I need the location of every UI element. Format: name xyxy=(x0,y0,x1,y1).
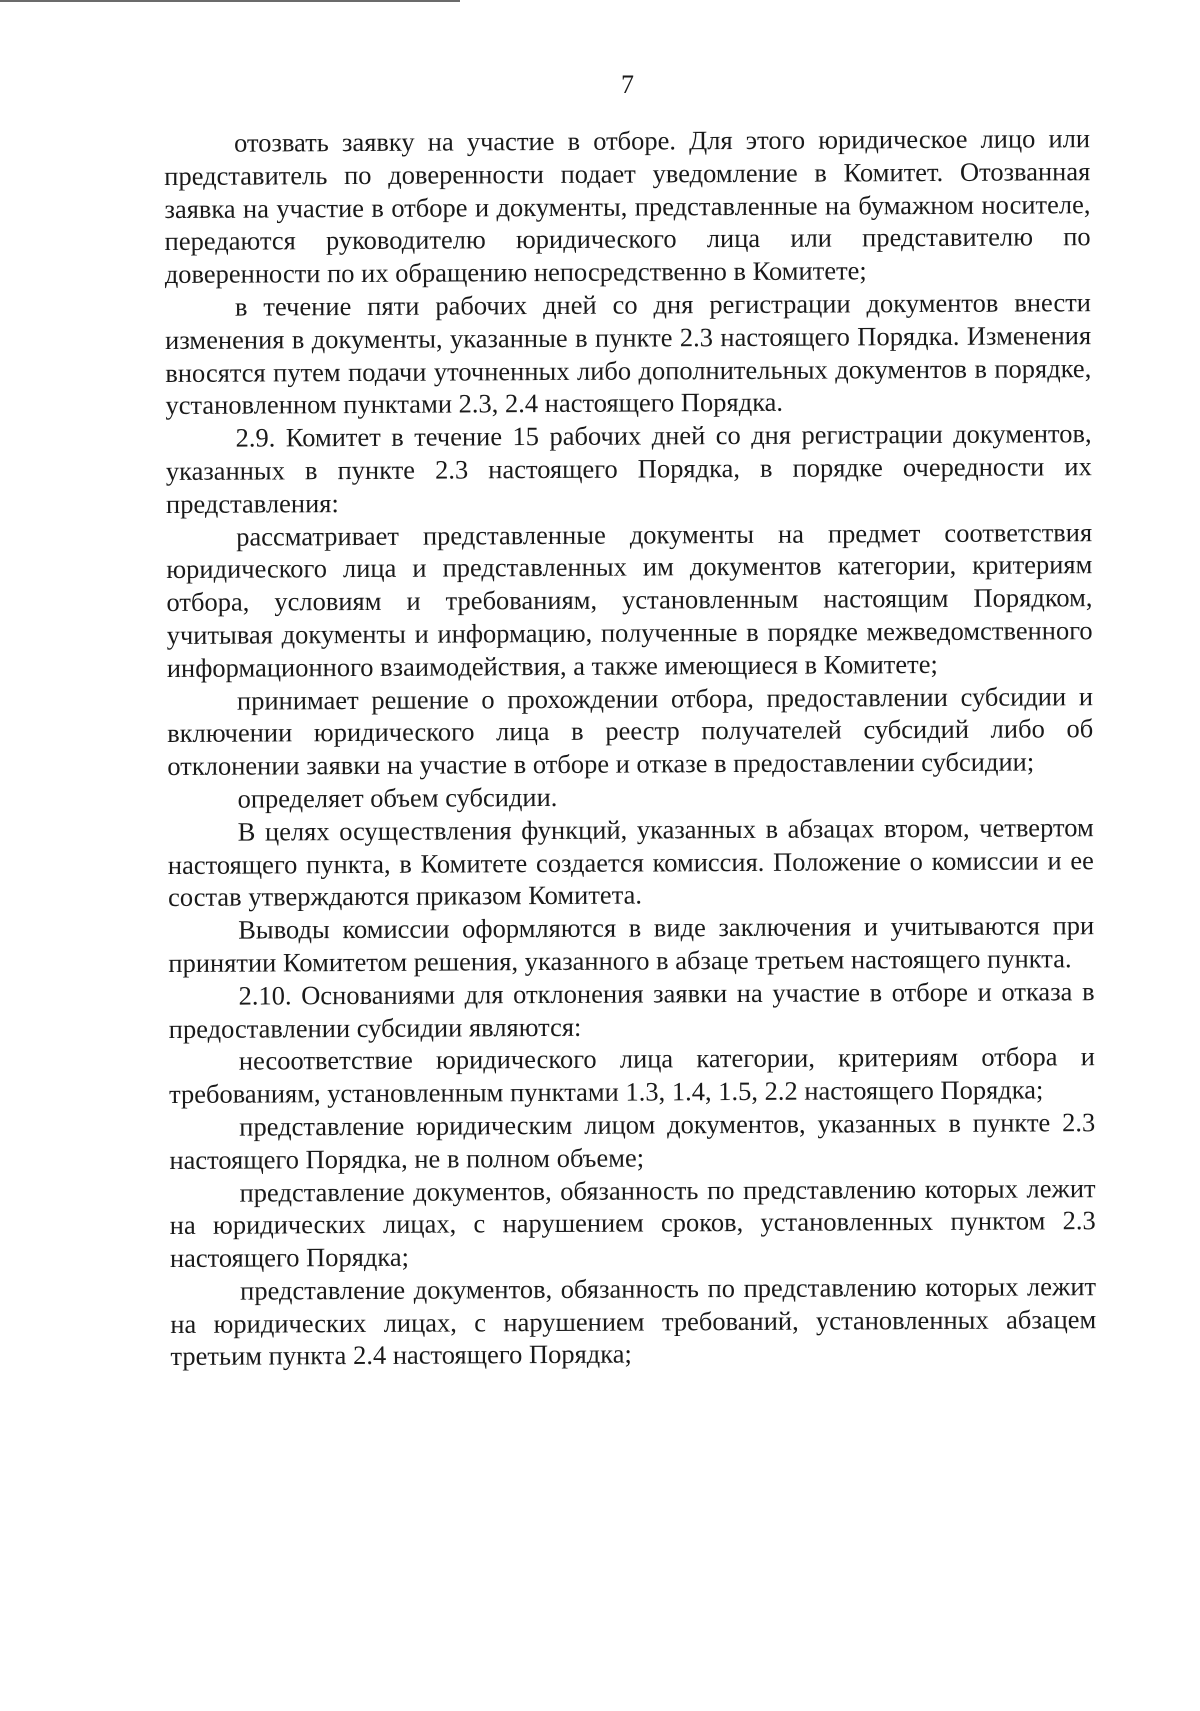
paragraph-clause-2-9: 2.9. Комитет в течение 15 рабочих дней со дня регистрации документов, указанных в пункте 2.3 настоящего Порядка, в порядке очередности их представления: xyxy=(165,418,1092,519)
paragraph-ground-incomplete: представление юридическим лицом документов, указанных в пункте 2.3 настоящего Порядка, не в полном объеме; xyxy=(169,1107,1096,1175)
paragraph-ground-late: представление документов, обязанность по представлению которых лежит на юридических лицах, с нарушением сроков, установленных пунктом 2.3 настоящего Порядка; xyxy=(169,1172,1096,1274)
paragraph-clause-2-10: 2.10. Основаниями для отклонения заявки на участие в отборе и отказа в предоставлении субсидии являются: xyxy=(168,975,1095,1044)
scan-edge-line xyxy=(0,0,460,2)
paragraph-determines-amount: определяет объем субсидии. xyxy=(237,781,558,814)
paragraph-ground-requirements: представление документов, обязанность по представлению которых лежит на юридических лицах, с нарушением требований, установленных абзацем третьим пункта 2.4 настоящего Порядка; xyxy=(170,1271,1097,1372)
page-number: 7 xyxy=(621,70,634,99)
paragraph-commission-conclusions: Выводы комиссии оформляются в виде заключения и учитываются при принятии Комитетом решения, указанного в абзаце третьем настоящего пункта. xyxy=(168,910,1095,978)
document-body xyxy=(164,122,1097,1373)
paragraph-ground-nonconformity: несоответствие юридического лица категории, критериям отбора и требованиям, установленным пунктами 1.3, 1.4, 1.5, 2.2 настоящего Порядка; xyxy=(168,1041,1095,1110)
paragraph-makes-decision: принимает решение о прохождении отбора, предоставлении субсидии и включении юридического лица в реестр получателей субсидий либо об отклонении заявки на участие в отборе и отказе в предоставлении субсидии; xyxy=(167,680,1094,782)
paragraph-withdraw-application: отозвать заявку на участие в отборе. Для этого юридическое лицо или представитель по доверенности подает уведомление в Комитет. Отозванная заявка на участие в отборе и документы, представленные на бумажном носителе, передаются руководителю юридического лица или представителю по доверенности по их обращению непосредственно в Комитете; xyxy=(164,123,1091,290)
paragraph-reviews-documents: рассматривает представленные документы на предмет соответствия юридического лица и представленных им документов категории, критериям отбора, условиям и требованиям, установленным настоящим Порядком, учитывая документы и информацию, полученные в порядке межведомственного информационного взаимодействия, а также имеющиеся в Комитете; xyxy=(166,516,1093,683)
paragraph-commission-created: В целях осуществления функций, указанных в абзацах втором, четвертом настоящего пункта, в Комитете создается комиссия. Положение о комиссии и ее состав утверждаются приказом Комитета. xyxy=(167,811,1094,913)
paragraph-amend-documents: в течение пяти рабочих дней со дня регистрации документов внести изменения в документы, указанные в пункте 2.3 настоящего Порядка. Изменения вносятся путем подачи уточненных либо дополнительных документов в порядке, установленном пунктами 2.3, 2.4 настоящего Порядка. xyxy=(165,287,1092,421)
